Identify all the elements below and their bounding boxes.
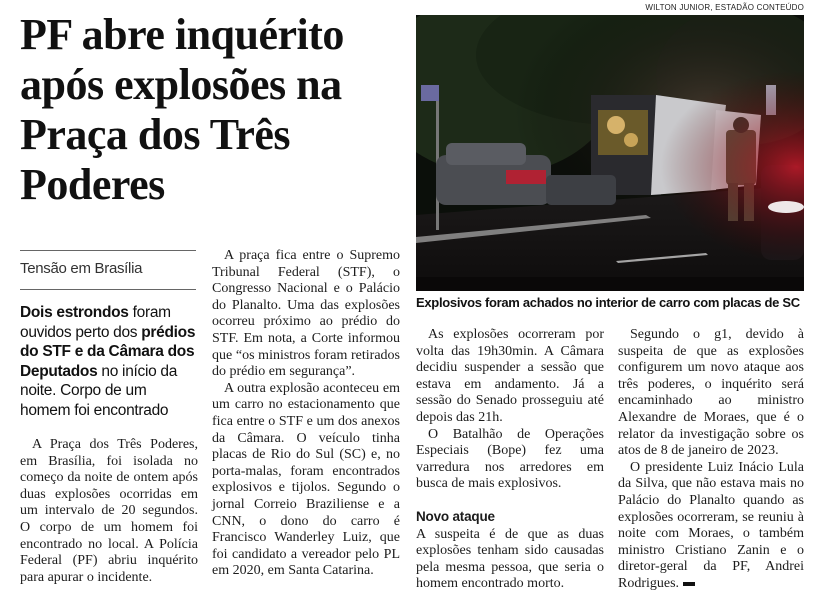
photo-credit: WILTON JUNIOR, ESTADÃO CONTEÚDO <box>645 3 804 12</box>
lede-bold-1: Dois estrondos <box>20 304 129 321</box>
body-column-1 <box>20 437 198 586</box>
body-paragraph-7: Segundo o g1, devido à suspeita de que as explosões configurem um novo ataque aos três poderes, o inquérito será encaminhado ao ministro Alexandre de Moraes, que é o relator da investigação sobre os atos de 8 de janeiro de 2023. <box>618 327 804 459</box>
news-photo <box>416 15 804 291</box>
lede <box>20 303 200 420</box>
body-paragraph-8-text: O presidente Luiz Inácio Lula da Silva, que não estava mais no Palácio do Planalto quando as explosões ocorreram, se reuniu à noite com Moraes, o também ministro Cristiano Zanin e o diretor-geral da PF, Andrei Rodrigues. <box>618 459 804 590</box>
photo-caption: Explosivos foram achados no interior de carro com placas de SC <box>416 295 800 310</box>
night-scene-image <box>416 15 804 291</box>
end-of-article-mark <box>683 582 695 586</box>
kicker: Tensão em Brasília <box>20 260 143 277</box>
lede-text-1: foram ouvidos perto dos <box>20 304 171 341</box>
body-paragraph-4: As explosões ocorreram por volta das 19h30min. A Câmara decidiu suspender a sessão que estava em andamento. Já a sessão do Senado prosseguiu até depois das 21h. <box>416 327 604 425</box>
headline: PF abre inquérito após explosões na Praça dos Três Poderes <box>20 10 344 209</box>
kicker-rule-bottom <box>20 289 196 290</box>
body-paragraph-2: A praça fica entre o Supremo Tribunal Federal (STF), o Congresso Nacional e o Palácio do Planalto. Uma das explosões ocorreu próximo ao prédio do STF. Em nota, a Corte informou que “os ministros foram retirados do prédio em segurança”. <box>212 248 400 380</box>
body-column-2 <box>212 248 400 580</box>
body-paragraph-3: A outra explosão aconteceu em um carro no estacionamento que fica entre o STF e um dos anexos da Câmara. O veículo tinha placas de Rio do Sul (SC) e, no porta-malas, foram encontrados explosivos e tijolos. Segundo o jornal Correio Braziliense e a CNN, o dono do carro é Francisco Wanderley Luiz, que foi candidato a vereador pelo PL em 2020, em Santa Catarina. <box>212 380 400 579</box>
body-column-3 <box>416 327 604 590</box>
lede-bold-2: prédios do STF e da Câmara dos Deputados <box>20 323 196 380</box>
body-column-4 <box>618 327 804 590</box>
body-paragraph-8 <box>618 460 804 590</box>
body-paragraph-6: A suspeita é de que as duas explosões tenham sido causadas pela mesma pessoa, que seria o homem encontrado morto. <box>416 526 604 590</box>
lede-text-2: no início da noite. Corpo de um homem foi encontrado <box>20 362 178 419</box>
body-paragraph-1: A Praça dos Três Poderes, em Brasília, foi isolada no começo da noite de ontem após duas explosões ocorridas em um intervalo de 20 segundos. O corpo de um homem foi encontrado no local. A Polícia Federal (PF) abriu inquérito para apurar o incidente. <box>20 437 198 585</box>
subhead-novo-ataque: Novo ataque <box>416 508 495 524</box>
body-paragraph-5: O Batalhão de Operações Especiais (Bope) fez uma varredura nos arredores em busca de mais explosivos. <box>416 426 604 492</box>
kicker-rule-top <box>20 250 196 251</box>
